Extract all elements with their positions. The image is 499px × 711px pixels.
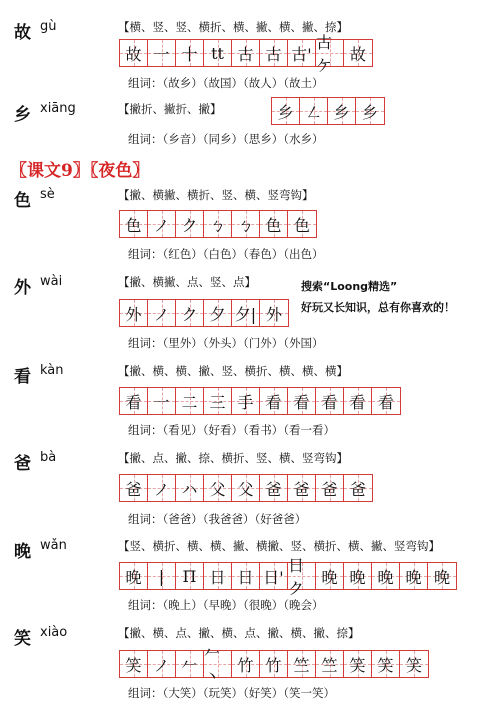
stroke-cell: 十	[176, 40, 204, 66]
stroke-cell: 爸	[260, 475, 288, 501]
stroke-cell: ノ	[148, 475, 176, 501]
stroke-order-text: 【撇、横、横、撇、竖、横折、横、横、横】	[118, 364, 348, 378]
stroke-cell: 古'	[288, 40, 316, 66]
stroke-order-text: 【竖、横折、横、横、撇、横撇、竖、横折、横、撇、竖弯钩】	[118, 539, 440, 553]
stroke-cell: 故	[344, 40, 372, 66]
stroke-cell: 二	[176, 388, 204, 414]
word-list: 组词：（故乡）（故国）（故人）（故土）	[128, 76, 324, 90]
entry-character: 笑	[14, 629, 31, 649]
stroke-cell: 笑	[120, 651, 148, 677]
stroke-grid	[119, 644, 429, 686]
stroke-cell: 外	[120, 300, 148, 326]
word-list: 组词：（红色）（白色）（春色）（出色）	[128, 247, 324, 261]
stroke-grid	[271, 97, 385, 125]
word-list: 组词：（大笑）（玩笑）（好笑）（笑一笑）	[128, 686, 335, 700]
entry-pinyin: xiāng	[40, 101, 76, 116]
stroke-cell: 晚	[400, 563, 428, 589]
stroke-cell: 古	[232, 40, 260, 66]
stroke-cell: 看	[344, 388, 372, 414]
stroke-cell: 竺	[316, 651, 344, 677]
stroke-cell: 一	[148, 40, 176, 66]
word-list: 组词：（晚上）（早晚）（很晚）（晚会）	[128, 598, 324, 612]
entry-pinyin: xiào	[40, 625, 68, 640]
stroke-cell: 竺	[288, 651, 316, 677]
entry-pinyin: sè	[40, 187, 55, 202]
stroke-order-text: 【横、竖、竖、横折、横、撇、横、撇、捺】	[118, 20, 348, 34]
stroke-cell: 日ク	[288, 563, 316, 589]
stroke-cell: 父	[232, 475, 260, 501]
stroke-grid	[119, 210, 317, 238]
stroke-order-text: 【撇、横、点、撇、横、点、撇、横、撇、捺】	[118, 626, 360, 640]
stroke-order-text: 【撇、横撇、点、竖、点】	[118, 275, 256, 289]
entry-pinyin: wǎn	[40, 538, 67, 553]
word-list: 组词：（看见）（好看）（看书）（看一看）	[128, 423, 335, 437]
stroke-cell: 笑	[400, 651, 428, 677]
stroke-cell: 笑	[344, 651, 372, 677]
stroke-cell: 日	[204, 563, 232, 589]
promo-line-2: 好玩又长知识，总有你喜欢的！	[301, 301, 455, 314]
stroke-cell: ノ	[148, 211, 176, 237]
stroke-cell: 夕|	[232, 300, 260, 326]
entry-pinyin: wài	[40, 274, 63, 289]
stroke-cell: 乡	[356, 98, 384, 124]
stroke-cell: 色	[120, 211, 148, 237]
stroke-cell: 晚	[428, 563, 456, 589]
stroke-cell: ㄅ	[232, 211, 260, 237]
stroke-cell: 色	[288, 211, 316, 237]
stroke-cell: 爸	[288, 475, 316, 501]
stroke-cell: 手	[232, 388, 260, 414]
entry-pinyin: bà	[40, 450, 57, 465]
entry-character: 看	[14, 367, 31, 387]
stroke-cell: 看	[288, 388, 316, 414]
entry-character: 外	[14, 278, 31, 298]
stroke-cell: 爸	[120, 475, 148, 501]
stroke-cell: 日	[232, 563, 260, 589]
stroke-cell: 古ケ	[316, 40, 344, 66]
stroke-order-text: 【撇折、撇折、撇】	[118, 102, 222, 116]
stroke-cell: 𠂉	[176, 651, 204, 677]
entry-character: 故	[14, 23, 31, 43]
stroke-cell: 看	[372, 388, 400, 414]
entry-character: 色	[14, 191, 31, 211]
stroke-grid	[119, 387, 401, 415]
stroke-cell: 古	[260, 40, 288, 66]
stroke-cell: 晚	[316, 563, 344, 589]
entry-character: 晚	[14, 542, 31, 562]
stroke-grid	[119, 556, 457, 598]
word-list: 组词：（乡音）（同乡）（思乡）（水乡）	[128, 132, 324, 146]
stroke-cell: 竹	[260, 651, 288, 677]
stroke-cell: 看	[120, 388, 148, 414]
stroke-cell: ノ	[148, 651, 176, 677]
stroke-cell: 看	[316, 388, 344, 414]
stroke-cell: 日'	[260, 563, 288, 589]
stroke-cell: 晚	[372, 563, 400, 589]
stroke-cell: 爸	[344, 475, 372, 501]
word-list: 组词：（里外）（外头）（门外）（外国）	[128, 336, 324, 350]
stroke-cell: ㄅ	[204, 211, 232, 237]
stroke-cell: ク	[176, 211, 204, 237]
promo-line-1: 搜索“Loong精选”	[301, 280, 398, 293]
stroke-cell: tt	[204, 40, 232, 66]
stroke-cell: 晚	[344, 563, 372, 589]
stroke-cell: 笑	[372, 651, 400, 677]
stroke-cell: ク	[176, 300, 204, 326]
stroke-cell: ㇜	[300, 98, 328, 124]
stroke-cell: 色	[260, 211, 288, 237]
entry-character: 爸	[14, 454, 31, 474]
stroke-cell: 𠂉丶	[204, 651, 232, 677]
stroke-cell: 一	[148, 388, 176, 414]
stroke-order-text: 【撇、点、撇、捺、横折、竖、横、竖弯钩】	[118, 451, 348, 465]
promo-overlay	[301, 276, 455, 318]
stroke-cell: 爸	[316, 475, 344, 501]
stroke-cell: 乡	[328, 98, 356, 124]
stroke-grid	[119, 474, 373, 502]
stroke-cell: 外	[260, 300, 288, 326]
stroke-cell: 父	[204, 475, 232, 501]
stroke-cell: |	[148, 563, 176, 589]
stroke-cell: П	[176, 563, 204, 589]
stroke-cell: 竹	[232, 651, 260, 677]
entry-pinyin: gù	[40, 19, 57, 34]
lesson-heading: 〖课文9〗〖夜色〗	[10, 161, 150, 181]
stroke-cell: ハ	[176, 475, 204, 501]
entry-character: 乡	[14, 105, 31, 125]
stroke-grid	[119, 299, 289, 327]
stroke-cell: 晚	[120, 563, 148, 589]
stroke-grid	[119, 33, 373, 75]
stroke-cell: ノ	[148, 300, 176, 326]
stroke-cell: 三	[204, 388, 232, 414]
stroke-cell: 故	[120, 40, 148, 66]
stroke-cell: 夕	[204, 300, 232, 326]
stroke-cell: 看	[260, 388, 288, 414]
stroke-order-text: 【撇、横撇、横折、竖、横、竖弯钩】	[118, 188, 314, 202]
entry-pinyin: kàn	[40, 363, 64, 378]
stroke-cell: 乡	[272, 98, 300, 124]
word-list: 组词：（爸爸）（我爸爸）（好爸爸）	[128, 512, 307, 526]
